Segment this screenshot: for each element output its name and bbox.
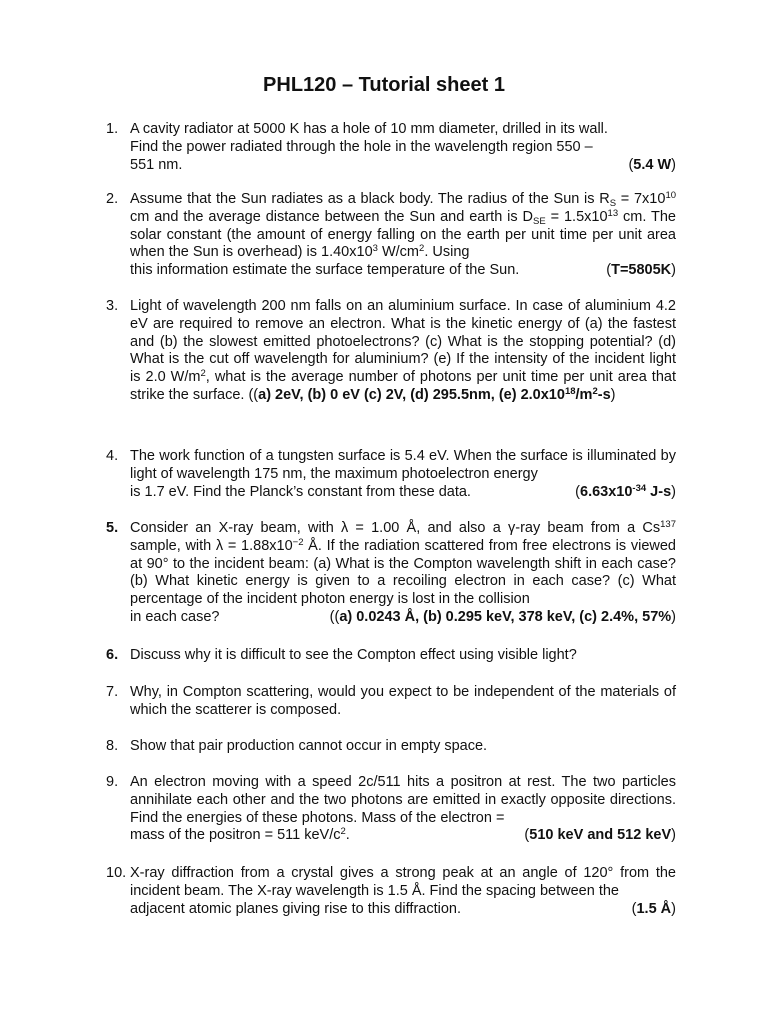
question-3 bbox=[106, 298, 676, 405]
question-text: in each case? bbox=[130, 608, 220, 625]
question-number: 9. bbox=[106, 774, 119, 790]
question-number: 4. bbox=[106, 448, 119, 464]
question-4 bbox=[106, 448, 676, 501]
question-5 bbox=[106, 520, 676, 627]
question-text: adjacent atomic planes giving rise to this diffraction. bbox=[130, 900, 461, 917]
question-number: 2. bbox=[106, 191, 119, 207]
question-number: 8. bbox=[106, 738, 119, 754]
question-text: this information estimate the surface temperature of the Sun. bbox=[130, 262, 520, 279]
answer: ((a) 0.0243 Å, (b) 0.295 keV, 378 keV, (c) 2.4%, 57%) bbox=[329, 608, 676, 625]
answer: (T=5805K) bbox=[606, 262, 676, 279]
question-6 bbox=[106, 647, 676, 665]
answer: (d) 295.5nm, (e) $2.0x10^{18}/m^2-s$ bbox=[410, 385, 611, 403]
answer: ($6.63x10^{-34}$ J-s) bbox=[575, 482, 676, 500]
question-text: 551 nm. bbox=[130, 156, 183, 173]
question-text: Why, in Compton scattering, would you expect to be independent of the materials of which the scatterer is composed. bbox=[130, 684, 676, 718]
question-number: 5. bbox=[106, 520, 119, 536]
question-text: is 1.7 eV. Find the Planck’s constant from these data. bbox=[130, 483, 471, 500]
question-7 bbox=[106, 684, 676, 720]
question-number: 1. bbox=[106, 121, 119, 137]
question-9 bbox=[106, 774, 676, 845]
question-number: 3. bbox=[106, 298, 119, 314]
answer: (510 keV and 512 keV) bbox=[524, 827, 676, 844]
question-text: Find the power radiated through the hole in the wavelength region 550 – bbox=[130, 138, 593, 155]
page-title: PHL120 – Tutorial sheet 1 bbox=[263, 74, 505, 96]
question-text: mass of the positron = 511 keV/$c^2$. bbox=[130, 826, 350, 844]
question-number: 7. bbox=[106, 684, 119, 700]
question-10 bbox=[106, 865, 676, 918]
answer: (1.5 Å) bbox=[631, 900, 676, 917]
question-text: Consider an X-ray beam, with λ = 1.00 Å, and also a γ-ray beam from a Cs$^{137}$ sample, with $\lambda = 1.88x10^{-2}$ Å. If the radiation scattered from free electrons is viewed at 90° to the incident beam: (a) What is the Compton wavelength shift in each case? (b) What kinetic energy is given to a recoiling electron in each case? (c) What percentage of the incident photon energy is lost in the collision bbox=[130, 519, 676, 608]
question-text: An electron moving with a speed 2c/511 hits a positron at rest. The two particles annihilate each other and the two photons are emitted in exactly opposite directions. Find the energies of these photons. Mass of the electron = bbox=[130, 774, 676, 826]
question-text: X-ray diffraction from a crystal gives a strong peak at an angle of 120° from the incident beam. The X-ray wavelength is 1.5 Å. Find the spacing between the bbox=[130, 865, 676, 899]
question-text: The work function of a tungsten surface is 5.4 eV. When the surface is illuminated by light of wavelength 175 nm, the maximum photoelectron energy bbox=[130, 448, 676, 482]
question-number: 6. bbox=[106, 647, 119, 663]
question-text: Assume that the Sun radiates as a black body. The radius of the Sun is $R_S = 7x10^{10}$ cm and the average distance between the Sun and earth is $D_{SE} = 1.5x10^{13}$ cm. The solar constant (the amount of energy falling on the earth per unit time per unit area when the Sun is overhead) is $1.40x10^3$ $W/cm^2$. Using bbox=[130, 190, 677, 261]
question-8 bbox=[106, 738, 676, 756]
question-1 bbox=[106, 121, 676, 174]
question-2 bbox=[106, 191, 676, 280]
question-text: Discuss why it is difficult to see the Compton effect using visible light? bbox=[130, 647, 577, 663]
question-text: Light of wavelength 200 nm falls on an aluminium surface. In case of aluminium 4.2 eV are required to remove an electron. What is the kinetic energy of (a) the fastest and (b) the slowest emitted photoelectrons? (c) What is the stopping potential? (d) What is the cut off wavelength for aluminium? (e) If the intensity of the incident light is 2.0 $W/m^2$, what is the average number of photons per unit time per unit area that strike the surface. ((a) 2eV, (b) 0 eV (c) 2V, (d) 295.5nm, (e) $2.0x10^{18}/m^2-s$) bbox=[130, 298, 676, 403]
question-text: Show that pair production cannot occur in empty space. bbox=[130, 738, 488, 754]
question-number: 10. bbox=[106, 865, 127, 881]
question-text: A cavity radiator at 5000 K has a hole of 10 mm diameter, drilled in its wall. bbox=[130, 121, 608, 137]
answer: (5.4 W) bbox=[628, 156, 676, 173]
answer: a) 2eV, (b) 0 eV (c) 2V, bbox=[258, 386, 407, 403]
